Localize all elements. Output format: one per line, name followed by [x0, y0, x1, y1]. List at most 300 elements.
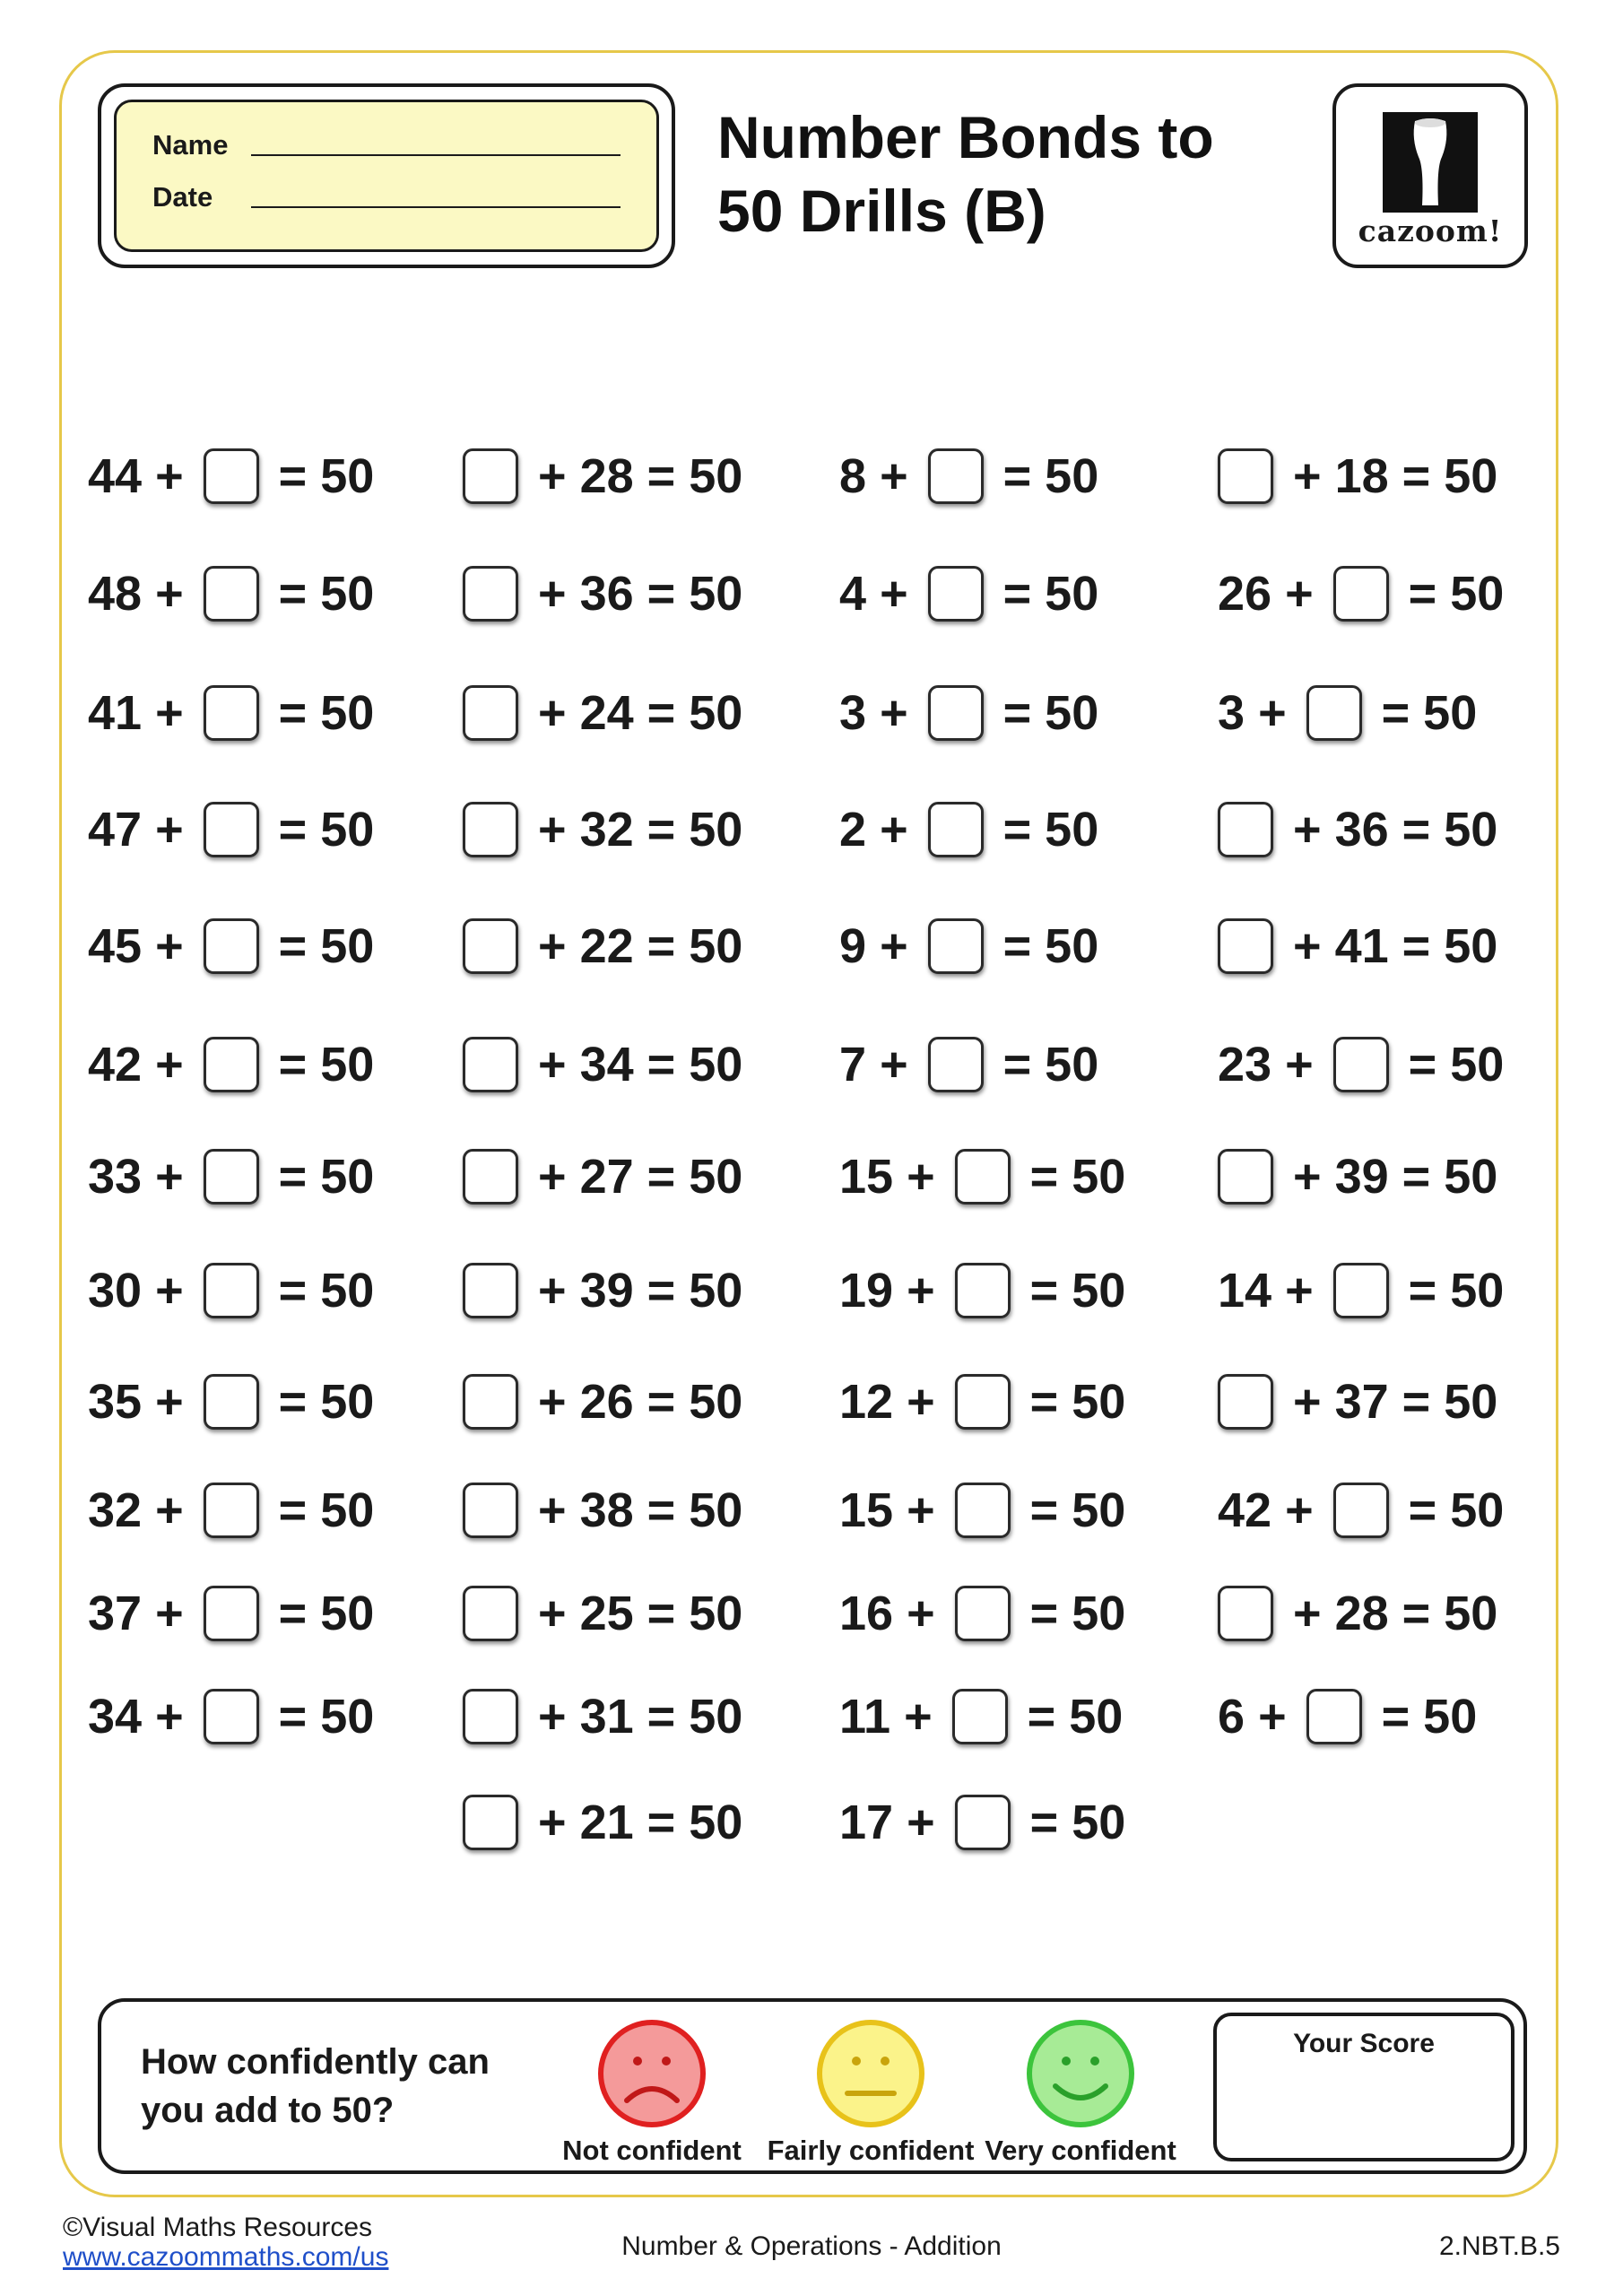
footer-copyright: ©Visual Maths Resources [63, 2213, 373, 2242]
very-confident-face-icon[interactable] [1025, 2018, 1136, 2129]
question-item [463, 796, 742, 856]
question-result: 50 [1072, 1795, 1126, 1849]
answer-box[interactable] [955, 1263, 1011, 1318]
equals-sign: = [278, 448, 308, 503]
question-number: 9 [839, 918, 867, 973]
question-result: 50 [1444, 1149, 1498, 1204]
not-confident-label: Not confident [562, 2135, 742, 2166]
answer-box[interactable] [1333, 1263, 1389, 1318]
score-label: Your Score [1293, 2029, 1435, 2058]
equals-sign: = [1002, 448, 1032, 503]
plus-sign: + [155, 1149, 184, 1204]
equals-sign: = [647, 1149, 676, 1204]
question-number: 33 [88, 1149, 143, 1204]
question-number: 15 [839, 1149, 894, 1204]
answer-box[interactable] [463, 1483, 518, 1538]
answer-box[interactable] [463, 566, 518, 622]
plus-sign: + [1293, 1374, 1322, 1429]
answer-box[interactable] [463, 802, 518, 857]
question-item [88, 1031, 374, 1091]
question-item [463, 1683, 742, 1743]
equals-sign: = [1002, 918, 1032, 973]
plus-sign: + [907, 1586, 935, 1640]
plus-sign: + [880, 448, 908, 503]
plus-sign: + [538, 802, 567, 857]
answer-box[interactable] [204, 1374, 259, 1430]
question-item [88, 1257, 374, 1317]
question-item [1218, 680, 1477, 739]
equals-sign: = [1402, 802, 1431, 857]
equals-sign: = [647, 918, 676, 973]
question-result: 50 [320, 802, 375, 857]
plus-sign: + [1285, 1263, 1314, 1318]
question-number: 47 [88, 802, 143, 857]
answer-box[interactable] [1333, 1037, 1389, 1092]
question-result: 50 [689, 802, 743, 857]
question-item [88, 796, 374, 856]
fairly-confident-face-icon[interactable] [815, 2018, 926, 2129]
question-number: 41 [88, 685, 143, 740]
answer-box[interactable] [204, 1689, 259, 1744]
answer-box[interactable] [928, 566, 984, 622]
question-result: 50 [1072, 1586, 1126, 1640]
question-number: 39 [1334, 1149, 1389, 1204]
plus-sign: + [538, 566, 567, 621]
question-result: 50 [1069, 1689, 1124, 1744]
question-item [839, 1789, 1125, 1848]
question-item [463, 1369, 742, 1428]
equals-sign: = [647, 1795, 676, 1849]
question-number: 42 [1218, 1483, 1272, 1537]
equals-sign: = [278, 1149, 308, 1204]
question-result: 50 [689, 1483, 743, 1537]
equals-sign: = [647, 1374, 676, 1429]
equals-sign: = [278, 1374, 308, 1429]
score-box[interactable] [1213, 2013, 1515, 2161]
question-number: 36 [579, 566, 634, 621]
equals-sign: = [1402, 1374, 1431, 1429]
question-result: 50 [689, 1263, 743, 1318]
question-item [463, 1477, 742, 1536]
answer-box[interactable] [204, 918, 259, 974]
equals-sign: = [1027, 1689, 1056, 1744]
equals-sign: = [1402, 918, 1431, 973]
confidence-question-line-2: you add to 50? [141, 2091, 395, 2130]
question-number: 4 [839, 566, 867, 621]
plus-sign: + [538, 918, 567, 973]
question-number: 38 [579, 1483, 634, 1537]
name-line[interactable] [251, 154, 621, 156]
date-line[interactable] [251, 206, 621, 208]
answer-box[interactable] [952, 1689, 1008, 1744]
question-number: 15 [839, 1483, 894, 1537]
equals-sign: = [1002, 1037, 1032, 1091]
question-number: 34 [88, 1689, 143, 1744]
question-item [88, 443, 374, 502]
answer-box[interactable] [463, 1263, 518, 1318]
equals-sign: = [278, 918, 308, 973]
question-result: 50 [1444, 918, 1498, 973]
footer-url-link[interactable]: www.cazoommaths.com/us [63, 2242, 389, 2272]
name-row [152, 126, 621, 161]
plus-sign: + [907, 1795, 935, 1849]
question-result: 50 [320, 1263, 375, 1318]
equals-sign: = [278, 566, 308, 621]
question-item [463, 1144, 742, 1203]
plus-sign: + [1285, 1037, 1314, 1091]
plus-sign: + [907, 1263, 935, 1318]
question-result: 50 [1444, 802, 1498, 857]
question-item [88, 1683, 374, 1743]
question-result: 50 [1072, 1374, 1126, 1429]
question-number: 31 [579, 1689, 634, 1744]
question-number: 42 [88, 1037, 143, 1091]
question-item [88, 680, 374, 739]
equals-sign: = [278, 1263, 308, 1318]
equals-sign: = [1002, 566, 1032, 621]
question-number: 22 [579, 918, 634, 973]
answer-box[interactable] [1333, 566, 1389, 622]
answer-box[interactable] [1218, 802, 1273, 857]
question-number: 48 [88, 566, 143, 621]
equals-sign: = [647, 802, 676, 857]
answer-box[interactable] [204, 1149, 259, 1205]
plus-sign: + [538, 1374, 567, 1429]
question-number: 26 [1218, 566, 1272, 621]
question-result: 50 [1450, 1263, 1505, 1318]
question-result: 50 [1444, 1586, 1498, 1640]
question-result: 50 [689, 1149, 743, 1204]
name-date-box [98, 83, 675, 268]
equals-sign: = [647, 1586, 676, 1640]
plus-sign: + [880, 566, 908, 621]
plus-sign: + [880, 802, 908, 857]
question-result: 50 [1444, 1374, 1498, 1429]
equals-sign: = [647, 1483, 676, 1537]
plus-sign: + [538, 1263, 567, 1318]
question-item [88, 1369, 374, 1428]
answer-box[interactable] [463, 685, 518, 741]
equals-sign: = [1408, 1037, 1437, 1091]
question-item [1218, 1257, 1504, 1317]
question-item [1218, 1580, 1497, 1639]
drum-icon [1383, 112, 1478, 213]
question-result: 50 [689, 566, 743, 621]
question-result: 50 [320, 685, 375, 740]
answer-box[interactable] [928, 802, 984, 857]
question-item [839, 1369, 1125, 1428]
question-number: 18 [1334, 448, 1389, 503]
equals-sign: = [647, 1689, 676, 1744]
answer-box[interactable] [955, 1483, 1011, 1538]
plus-sign: + [880, 1037, 908, 1091]
plus-sign: + [907, 1483, 935, 1537]
plus-sign: + [1258, 685, 1287, 740]
question-result: 50 [1072, 1263, 1126, 1318]
date-row [152, 178, 621, 213]
question-item [463, 1257, 742, 1317]
answer-box[interactable] [463, 918, 518, 974]
equals-sign: = [647, 448, 676, 503]
answer-box[interactable] [955, 1149, 1011, 1205]
answer-box[interactable] [204, 566, 259, 622]
equals-sign: = [647, 685, 676, 740]
plus-sign: + [155, 1263, 184, 1318]
question-number: 28 [579, 448, 634, 503]
answer-box[interactable] [204, 685, 259, 741]
answer-box[interactable] [463, 1149, 518, 1205]
question-result: 50 [1045, 918, 1099, 973]
question-item [839, 1683, 1123, 1743]
question-item [1218, 1477, 1504, 1536]
plus-sign: + [1293, 1149, 1322, 1204]
question-item [1218, 1144, 1497, 1203]
answer-box[interactable] [955, 1795, 1011, 1850]
answer-box[interactable] [928, 1037, 984, 1092]
question-number: 12 [839, 1374, 894, 1429]
answer-box[interactable] [463, 1037, 518, 1092]
question-number: 37 [1334, 1374, 1389, 1429]
question-item [88, 1144, 374, 1203]
footer-topic: Number & Operations - Addition [621, 2231, 1002, 2261]
question-item [1218, 796, 1497, 856]
equals-sign: = [1029, 1483, 1059, 1537]
question-item [839, 1031, 1098, 1091]
question-item [1218, 913, 1497, 972]
equals-sign: = [1029, 1263, 1059, 1318]
question-item [839, 1580, 1125, 1639]
answer-box[interactable] [463, 1689, 518, 1744]
answer-box[interactable] [928, 685, 984, 741]
answer-box[interactable] [1333, 1483, 1389, 1538]
page-title [717, 100, 1273, 248]
equals-sign: = [278, 1689, 308, 1744]
question-result: 50 [1045, 448, 1099, 503]
answer-box[interactable] [928, 448, 984, 504]
question-number: 32 [88, 1483, 143, 1537]
answer-box[interactable] [204, 1483, 259, 1538]
answer-box[interactable] [463, 1374, 518, 1430]
answer-box[interactable] [463, 1586, 518, 1641]
question-number: 11 [839, 1689, 891, 1744]
question-number: 23 [1218, 1037, 1272, 1091]
question-number: 14 [1218, 1263, 1272, 1318]
question-result: 50 [1045, 685, 1099, 740]
question-item [839, 1257, 1125, 1317]
question-item [88, 1580, 374, 1639]
equals-sign: = [1002, 802, 1032, 857]
question-item [1218, 1369, 1497, 1428]
answer-box[interactable] [1306, 1689, 1362, 1744]
answer-box[interactable] [1306, 685, 1362, 741]
not-confident-face-icon[interactable] [596, 2018, 707, 2129]
confidence-question-line-1: How confidently can [141, 2042, 490, 2082]
plus-sign: + [1285, 1483, 1314, 1537]
equals-sign: = [1029, 1586, 1059, 1640]
question-result: 50 [689, 448, 743, 503]
question-number: 39 [579, 1263, 634, 1318]
question-result: 50 [1423, 1689, 1478, 1744]
plus-sign: + [155, 1374, 184, 1429]
question-number: 36 [1334, 802, 1389, 857]
question-result: 50 [689, 1795, 743, 1849]
equals-sign: = [1029, 1374, 1059, 1429]
question-result: 50 [1450, 566, 1505, 621]
question-number: 30 [88, 1263, 143, 1318]
answer-box[interactable] [204, 448, 259, 504]
plus-sign: + [155, 1483, 184, 1537]
question-item [839, 443, 1098, 502]
question-item [1218, 443, 1497, 502]
question-item [1218, 1683, 1477, 1743]
question-number: 45 [88, 918, 143, 973]
equals-sign: = [1029, 1795, 1059, 1849]
logo-text: cazoom! [1358, 213, 1503, 248]
question-number: 44 [88, 448, 143, 503]
question-result: 50 [689, 1586, 743, 1640]
equals-sign: = [1408, 1263, 1437, 1318]
question-result: 50 [689, 1689, 743, 1744]
confidence-question [141, 2038, 517, 2135]
question-item [839, 1144, 1125, 1203]
question-result: 50 [1072, 1483, 1126, 1537]
question-result: 50 [1045, 566, 1099, 621]
plus-sign: + [538, 1037, 567, 1091]
plus-sign: + [155, 1586, 184, 1640]
question-result: 50 [689, 685, 743, 740]
answer-box[interactable] [204, 1263, 259, 1318]
plus-sign: + [538, 1149, 567, 1204]
question-result: 50 [1450, 1483, 1505, 1537]
question-number: 24 [579, 685, 634, 740]
question-item [463, 1580, 742, 1639]
question-result: 50 [689, 1037, 743, 1091]
question-number: 25 [579, 1586, 634, 1640]
question-item [88, 561, 374, 620]
plus-sign: + [538, 1795, 567, 1849]
plus-sign: + [904, 1689, 933, 1744]
answer-box[interactable] [463, 448, 518, 504]
plus-sign: + [1293, 448, 1322, 503]
equals-sign: = [1381, 685, 1410, 740]
answer-box[interactable] [1218, 448, 1273, 504]
equals-sign: = [647, 1263, 676, 1318]
answer-box[interactable] [1218, 1586, 1273, 1641]
answer-box[interactable] [955, 1586, 1011, 1641]
question-item [839, 913, 1098, 972]
question-result: 50 [689, 1374, 743, 1429]
question-number: 32 [579, 802, 634, 857]
question-number: 17 [839, 1795, 894, 1849]
plus-sign: + [538, 1483, 567, 1537]
question-number: 3 [839, 685, 867, 740]
plus-sign: + [155, 448, 184, 503]
equals-sign: = [1408, 566, 1437, 621]
question-number: 3 [1218, 685, 1245, 740]
question-result: 50 [689, 918, 743, 973]
answer-box[interactable] [463, 1795, 518, 1850]
title-line-1: Number Bonds to [717, 104, 1214, 170]
answer-box[interactable] [928, 918, 984, 974]
question-result: 50 [320, 566, 375, 621]
question-item [463, 561, 742, 620]
plus-sign: + [155, 1037, 184, 1091]
question-number: 27 [579, 1149, 634, 1204]
equals-sign: = [1002, 685, 1032, 740]
equals-sign: = [1402, 1149, 1431, 1204]
equals-sign: = [1029, 1149, 1059, 1204]
answer-box[interactable] [204, 802, 259, 857]
answer-box[interactable] [1218, 1374, 1273, 1430]
question-result: 50 [1045, 802, 1099, 857]
question-result: 50 [320, 1149, 375, 1204]
question-item [1218, 561, 1504, 620]
plus-sign: + [880, 685, 908, 740]
question-item [463, 680, 742, 739]
equals-sign: = [278, 685, 308, 740]
question-item [463, 443, 742, 502]
question-number: 2 [839, 802, 867, 857]
question-number: 35 [88, 1374, 143, 1429]
question-result: 50 [320, 1483, 375, 1537]
footer-standard-code: 2.NBT.B.5 [1438, 2231, 1560, 2261]
date-label: Date [152, 181, 213, 213]
question-number: 28 [1334, 1586, 1389, 1640]
answer-box[interactable] [204, 1037, 259, 1092]
equals-sign: = [1381, 1689, 1410, 1744]
answer-box[interactable] [1218, 918, 1273, 974]
question-number: 26 [579, 1374, 634, 1429]
cazoom-logo [1332, 83, 1528, 268]
question-number: 6 [1218, 1689, 1245, 1744]
plus-sign: + [538, 1689, 567, 1744]
name-label: Name [152, 129, 229, 161]
plus-sign: + [538, 1586, 567, 1640]
equals-sign: = [278, 1586, 308, 1640]
confidence-panel [98, 1998, 1527, 2174]
plus-sign: + [155, 918, 184, 973]
question-item [463, 1789, 742, 1848]
very-confident-label: Very confident [985, 2135, 1176, 2166]
name-date-panel [114, 100, 659, 252]
question-number: 21 [579, 1795, 634, 1849]
plus-sign: + [1293, 1586, 1322, 1640]
question-item [463, 1031, 742, 1091]
question-number: 16 [839, 1586, 894, 1640]
worksheet-border [59, 50, 1558, 2197]
plus-sign: + [155, 802, 184, 857]
plus-sign: + [1293, 918, 1322, 973]
plus-sign: + [1258, 1689, 1287, 1744]
equals-sign: = [278, 1483, 308, 1537]
equals-sign: = [1408, 1483, 1437, 1537]
plus-sign: + [538, 448, 567, 503]
question-result: 50 [1072, 1149, 1126, 1204]
answer-box[interactable] [1218, 1149, 1273, 1205]
equals-sign: = [647, 566, 676, 621]
question-item [1218, 1031, 1504, 1091]
plus-sign: + [155, 566, 184, 621]
answer-box[interactable] [955, 1374, 1011, 1430]
question-item [839, 1477, 1125, 1536]
answer-box[interactable] [204, 1586, 259, 1641]
question-number: 37 [88, 1586, 143, 1640]
equals-sign: = [278, 802, 308, 857]
equals-sign: = [1402, 448, 1431, 503]
question-result: 50 [320, 1374, 375, 1429]
question-result: 50 [1423, 685, 1478, 740]
plus-sign: + [155, 685, 184, 740]
